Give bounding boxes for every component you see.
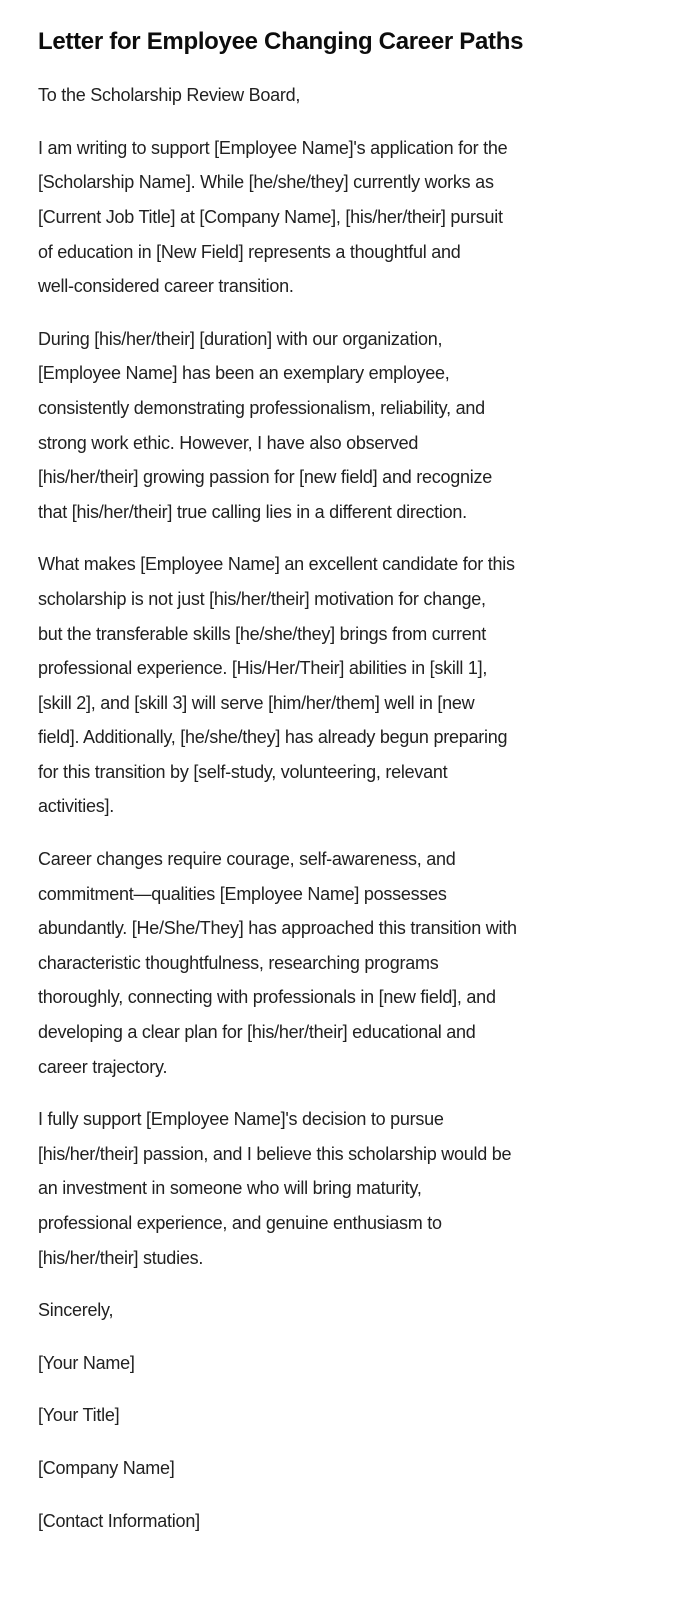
letter-line: I fully support [Employee Name]'s decision to pursue <box>38 1109 444 1130</box>
letter-paragraph <box>38 322 662 530</box>
letter-line: [Current Job Title] at [Company Name], [his/her/their] pursuit <box>38 206 503 227</box>
letter-line: field]. Additionally, [he/she/they] has already begun preparing <box>38 727 508 748</box>
letter-line: During [his/her/their] [duration] with our organization, <box>38 328 443 349</box>
letter-line: well-considered career transition. <box>38 276 294 297</box>
letter-line: activities]. <box>38 796 115 817</box>
letter-line: [Employee Name] has been an exemplary employee, <box>38 363 450 384</box>
letter-line: What makes [Employee Name] an excellent candidate for this <box>38 554 515 575</box>
signature-line: [Your Name] <box>38 1352 135 1373</box>
letter-body <box>38 131 662 1275</box>
letter-line: thoroughly, connecting with professionals in [new field], and <box>38 987 496 1008</box>
letter-paragraph <box>38 1102 662 1275</box>
letter-line: [skill 2], and [skill 3] will serve [him/her/them] well in [new <box>38 692 475 713</box>
letter-paragraph <box>38 842 662 1084</box>
letter-line: but the transferable skills [he/she/they] brings from current <box>38 623 486 644</box>
letter-line: [his/her/their] passion, and I believe this scholarship would be <box>38 1143 512 1164</box>
page-title: Letter for Employee Changing Career Paths <box>38 28 524 55</box>
letter-line: [his/her/their] growing passion for [new field] and recognize <box>38 467 493 488</box>
letter-line: of education in [New Field] represents a thoughtful and <box>38 241 461 262</box>
letter-paragraph <box>38 131 662 304</box>
letter-line: professional experience, and genuine enthusiasm to <box>38 1213 442 1233</box>
letter-line: consistently demonstrating professionalism, reliability, and <box>38 397 485 418</box>
salutation: To the Scholarship Review Board, <box>38 85 301 106</box>
letter-line: for this transition by [self-study, volunteering, relevant <box>38 761 448 782</box>
letter-line: career trajectory. <box>38 1056 168 1077</box>
letter-line: abundantly. [He/She/They] has approached this transition with <box>38 918 517 939</box>
letter-line: [his/her/their] studies. <box>38 1247 204 1268</box>
letter-paragraph <box>38 547 662 824</box>
closing: Sincerely, <box>38 1300 114 1321</box>
letter-line: scholarship is not just [his/her/their] motivation for change, <box>38 588 486 609</box>
letter-line: that [his/her/their] true calling lies in a different direction. <box>38 501 467 522</box>
letter-line: professional experience. [His/Her/Their] abilities in [skill 1], <box>38 658 488 679</box>
letter-line: commitment—qualities [Employee Name] possesses <box>38 883 447 904</box>
letter-line: an investment in someone who will bring maturity, <box>38 1178 422 1199</box>
letter-line: strong work ethic. However, I have also observed <box>38 432 419 453</box>
signature-line: [Company Name] <box>38 1457 175 1478</box>
letter-line: Career changes require courage, self-awareness, and <box>38 849 456 870</box>
letter-line: developing a clear plan for [his/her/their] educational and <box>38 1022 476 1043</box>
signature-block <box>38 1346 662 1538</box>
letter-line: [Scholarship Name]. While [he/she/they] currently works as <box>38 172 494 193</box>
letter-line: I am writing to support [Employee Name]'s application for the <box>38 137 508 158</box>
signature-line: [Your Title] <box>38 1405 120 1426</box>
letter-line: characteristic thoughtfulness, researching programs <box>38 952 439 973</box>
signature-line: [Contact Information] <box>38 1510 200 1531</box>
